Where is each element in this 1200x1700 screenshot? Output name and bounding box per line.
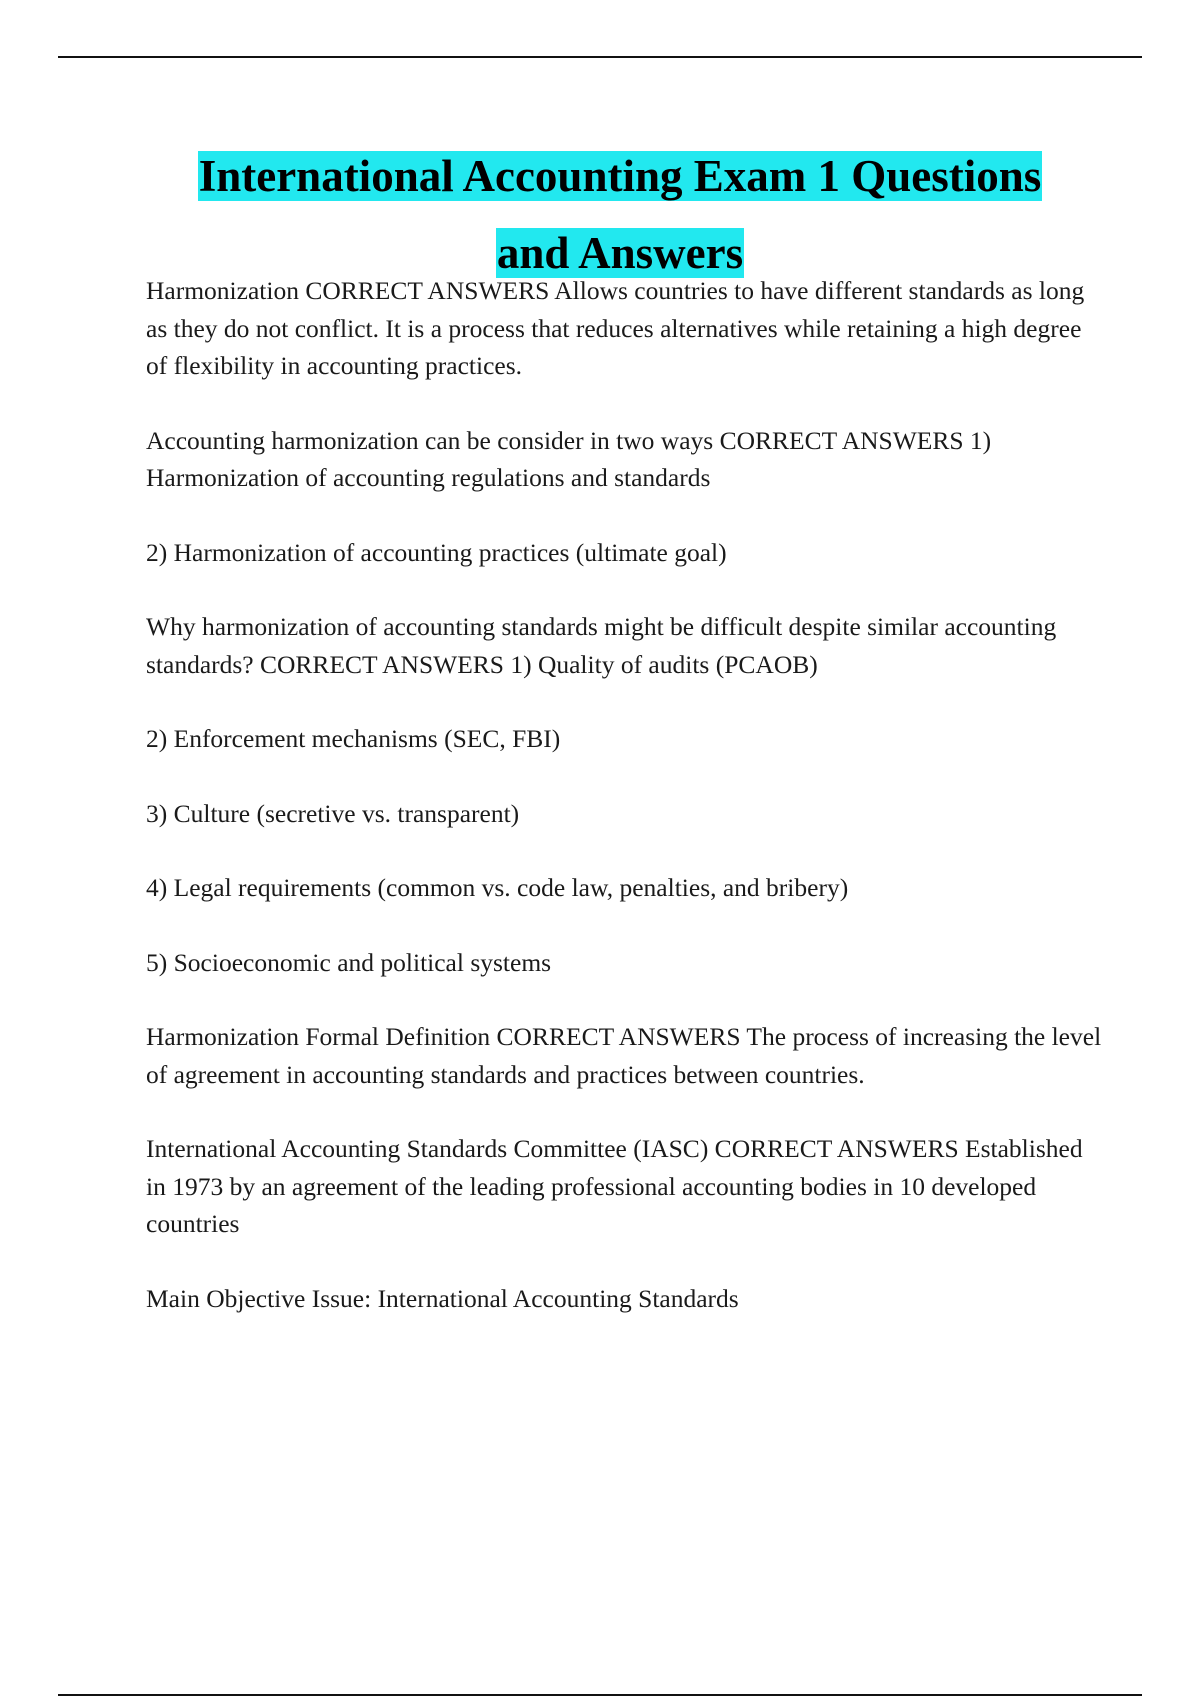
paragraph-formal-definition: Harmonization Formal Definition CORRECT ANSWERS The process of increasing the level of agreement in accounting standards and practices between countries. [146,1022,1102,1089]
document-body [146,272,1106,1354]
paragraph-enforcement: 2) Enforcement mechanisms (SEC, FBI) [146,724,561,753]
paragraph-practices: 2) Harmonization of accounting practices (ultimate goal) [146,537,727,567]
paragraph-legal: 4) Legal requirements (common vs. code law, penalties, and bribery) [146,873,849,902]
paragraph-harmonization: Harmonization CORRECT ANSWERS Allows countries to have different standards as long as they do not conflict. It is a process that reduces alternatives while retaining a high degree of flexibility in accounting practices. [146,276,1085,380]
top-rule [58,56,1142,58]
title-line-2: and Answers [496,228,744,278]
paragraph-why-difficult: Why harmonization of accounting standards might be difficult despite similar accounting standards? CORRECT ANSWERS 1) Quality of audits (PCAOB) [146,612,1057,679]
paragraph-two-ways: Accounting harmonization can be consider in two ways CORRECT ANSWERS 1) Harmonization of accounting regulations and standards [146,425,992,492]
paragraph-culture: 3) Culture (secretive vs. transparent) [146,798,520,828]
paragraph-main-objective: Main Objective Issue: International Accounting Standards [146,1283,739,1313]
title-line-1: International Accounting Exam 1 Questions [198,151,1042,201]
bottom-rule [58,1694,1142,1696]
paragraph-iasc: International Accounting Standards Committee (IASC) CORRECT ANSWERS Established in 1973 by an agreement of the leading professional accounting bodies in 10 developed countries [146,1134,1083,1238]
paragraph-socioeconomic: 5) Socioeconomic and political systems [146,947,552,977]
